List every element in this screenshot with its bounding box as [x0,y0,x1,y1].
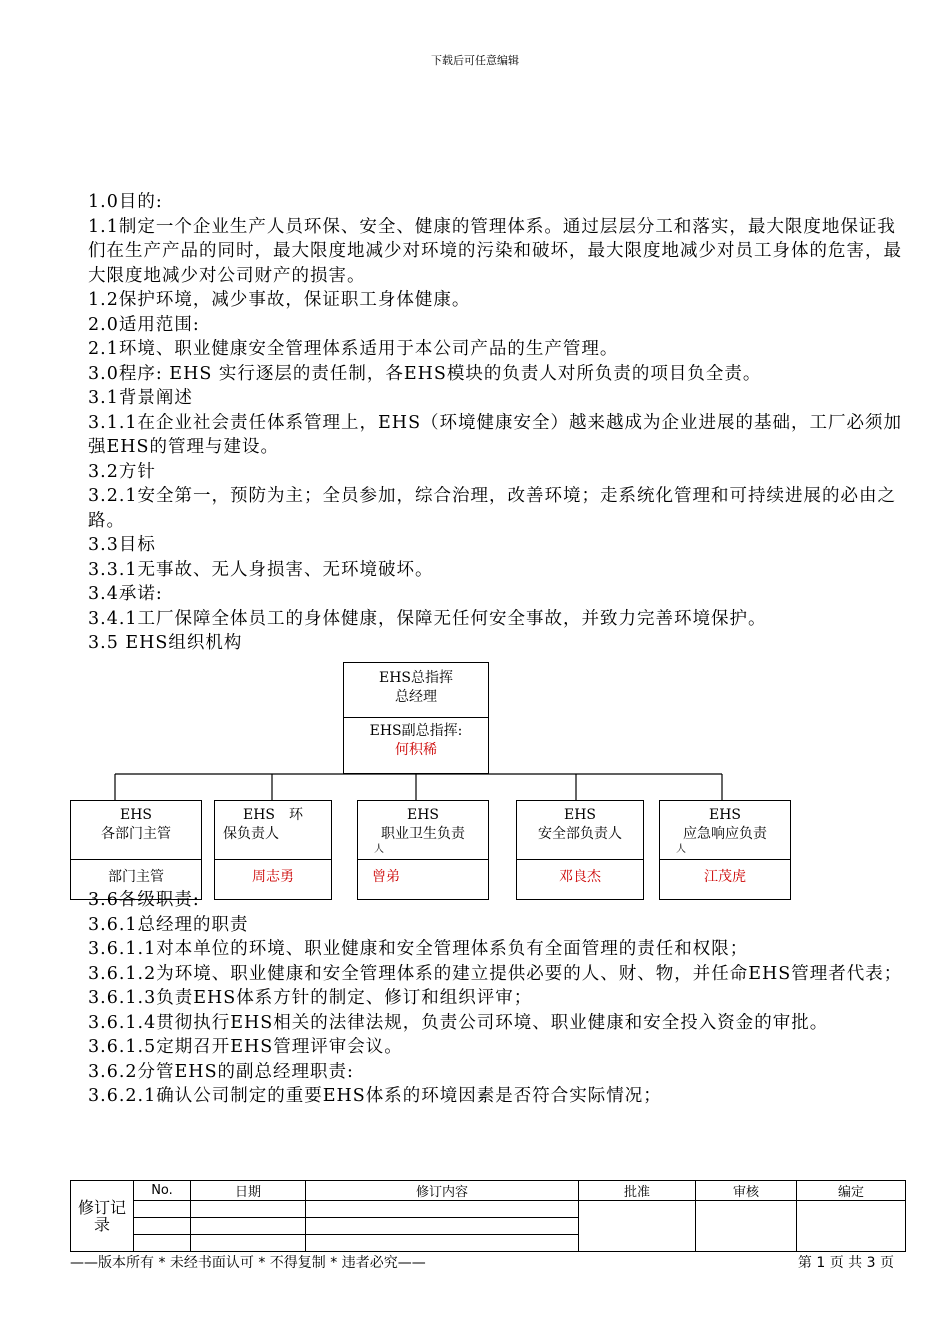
col-header: No. [134,1181,191,1201]
box-label: 人 [676,844,686,855]
paragraph: 3.6.1总经理的职责 [88,914,249,935]
box-label: 人 [374,844,384,855]
paragraph: 1.0目的: [88,192,163,212]
box-label: EHS [406,807,440,823]
box-name: 部门主管 [108,869,164,885]
org-top-title-2: 总经理 [395,689,437,705]
page-number: 第 1 页 共 3 页 [797,1255,894,1271]
paragraph: 3.1背景阐述 [88,388,193,408]
col-header: 日期 [191,1181,306,1201]
paragraph: 3.2.1安全第一，预防为主；全员参加，综合治理，改善环境；走系统化管理和可持续进展的必由之路。 [88,486,897,531]
box-label: 应急响应负责 [683,826,767,842]
box-name-cell [215,859,331,887]
org-top-name: 何积稀 [395,742,437,758]
col-header: 编定 [797,1181,906,1201]
paragraph: 3.4承诺: [88,584,163,604]
org-box-safety [516,800,644,900]
box-label: EHS 环 [242,807,304,823]
paragraph: 2.0适用范围: [88,314,200,335]
paragraph: 1.2保护环境，减少事故，保证职工身体健康。 [88,290,471,310]
cell [191,1201,306,1218]
box-label: EHS [119,807,153,823]
box-label: 保负责人 [223,826,279,842]
org-box-emergency [659,800,791,900]
cell [191,1235,306,1252]
paragraph: 3.6.1.1对本单位的环境、职业健康和安全管理体系负有全面管理的责任和权限； [88,939,749,959]
box-label: 各部门主管 [101,826,171,842]
org-box-depts [70,800,202,900]
paragraph: 3.6.2.1确认公司制定的重要EHS体系的环境因素是否符合实际情况； [88,1086,662,1106]
box-name: 周志勇 [252,869,294,885]
paragraph: 3.6.1.5定期召开EHS管理评审会议。 [88,1037,403,1057]
org-top-sub: EHS副总指挥: [369,723,463,739]
paragraph: 3.6.1.3负责EHS体系方针的制定、修订和组织评审； [88,988,533,1008]
box-name: 江茂虎 [704,869,746,885]
box-name-cell [71,859,201,887]
revision-label: 修订记录 [71,1181,134,1252]
org-box-health [357,800,489,900]
cell [306,1235,579,1252]
box-name: 曾弟 [372,869,400,885]
org-top-sub-cell [344,717,488,760]
cell [306,1201,579,1218]
box-name: 邓良杰 [559,869,601,885]
box-label: EHS [708,807,742,823]
cell [306,1218,579,1235]
cell [134,1201,191,1218]
paragraph: 3.5 EHS组织机构 [88,633,243,653]
paragraph: 3.6.1.2为环境、职业健康和安全管理体系的建立提供必要的人、财、物，并任命EHS管理者代表； [88,963,903,984]
box-label: EHS [563,807,597,823]
org-chart [0,660,950,905]
cell [134,1218,191,1235]
box-label: 职业卫生负责 [381,826,465,842]
paragraph: 3.1.1在企业社会责任体系管理上，EHS（环境健康安全）越来越成为企业进展的基础，工厂必须加强EHS的管理与建设。 [88,412,903,457]
paragraph: 3.4.1工厂保障全体员工的身体健康，保障无任何安全事故，并致力完善环境保护。 [88,608,767,629]
paragraph: 1.1制定一个企业生产人员环保、安全、健康的管理体系。通过层层分工和落实，最大限度地保证我们在生产产品的同时，最大限度地减少对环境的污染和破坏，最大限度地减少对员工身体的危害，最大限度地减少对公司财产的损害。 [88,216,902,286]
paragraph: 3.3目标 [88,535,156,555]
box-name-cell [660,859,790,887]
revision-table [70,1180,906,1252]
cell [696,1201,797,1252]
copyright-text: ——版本所有 * 未经书面认可 * 不得复制 * 违者必究—— [70,1255,426,1271]
paragraph: 3.0程序: EHS 实行逐层的责任制，各EHS模块的负责人对所负责的项目负全责。 [88,363,762,384]
cell [191,1218,306,1235]
box-name-cell [517,859,643,887]
cell [797,1201,906,1252]
box-name-cell [358,859,488,887]
paragraph: 3.6各级职责: [88,890,200,910]
paragraph: 2.1环境、职业健康安全管理体系适用于本公司产品的生产管理。 [88,339,619,359]
col-header: 审核 [696,1181,797,1201]
page-header: 下载后可任意编辑 [431,54,519,67]
cell [134,1235,191,1252]
col-header: 修订内容 [306,1181,579,1201]
box-label: 安全部负责人 [538,826,622,842]
org-top-box [343,662,489,774]
paragraph: 3.6.1.4贯彻执行EHS相关的法律法规，负责公司环境、职业健康和安全投入资金的审批。 [88,1012,829,1033]
cell [579,1201,696,1252]
paragraph: 3.6.2分管EHS的副总经理职责: [88,1061,354,1082]
body-top [88,190,908,656]
paragraph: 3.3.1无事故、无人身损害、无环境破坏。 [88,559,434,580]
body-bottom [88,888,908,1109]
col-header: 批准 [579,1181,696,1201]
paragraph: 3.2方针 [88,461,156,482]
org-top-title: EHS总指挥 [378,670,454,686]
org-box-env [214,800,332,900]
